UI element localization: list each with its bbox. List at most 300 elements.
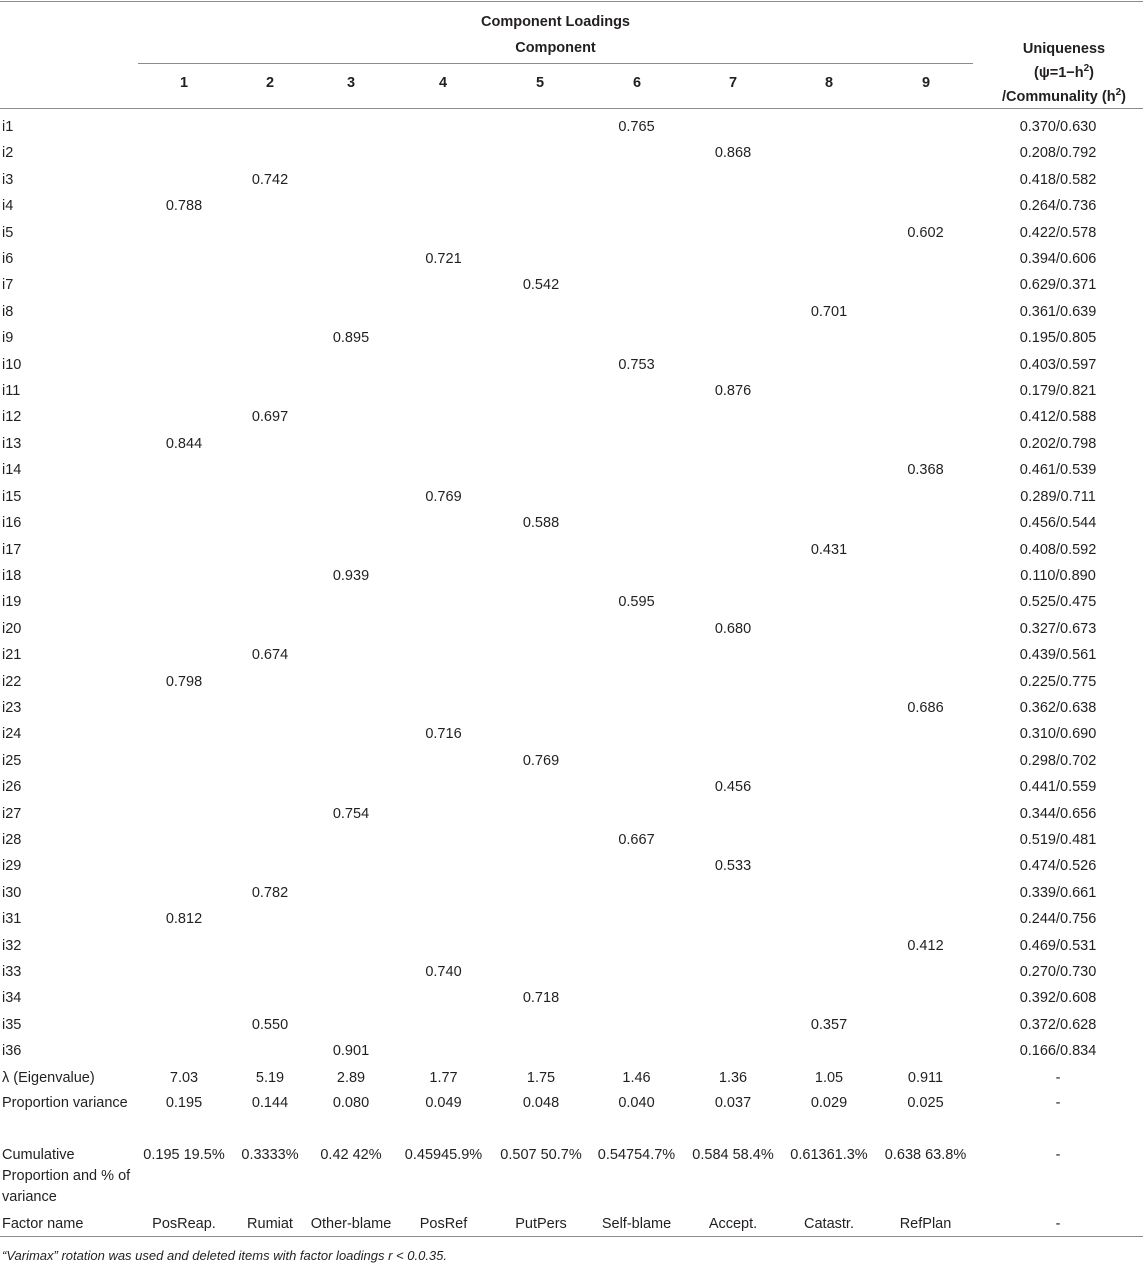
item-label: i9 <box>2 330 14 347</box>
loading-cell <box>138 721 230 747</box>
summary-cell: Catastr. <box>804 1216 854 1233</box>
loading-cell <box>780 404 878 430</box>
uniqueness-cell: 0.474/0.526 <box>1019 858 1097 875</box>
table-row <box>0 537 1143 563</box>
loading-cell <box>495 167 587 193</box>
loading-cell <box>138 933 230 959</box>
loading-cell <box>495 933 587 959</box>
item-label: i26 <box>2 779 22 796</box>
loading-cell <box>686 537 780 563</box>
loading-cell <box>138 695 230 721</box>
loading-cell <box>587 1012 686 1038</box>
loading-cell <box>878 404 973 430</box>
loading-cell <box>686 404 780 430</box>
loading-cell <box>392 695 495 721</box>
loading-cell <box>780 563 878 589</box>
loading-cell <box>878 140 973 166</box>
loading-cell <box>138 537 230 563</box>
loading-cell <box>495 220 587 246</box>
loading-cell <box>138 272 230 298</box>
loading-cell <box>780 695 878 721</box>
loading-cell: 0.753 <box>618 356 655 373</box>
item-label: i12 <box>2 409 22 426</box>
item-label: i2 <box>2 145 14 162</box>
summary-cell: PosRef <box>419 1216 468 1233</box>
item-label: i30 <box>2 884 22 901</box>
loading-cell <box>780 378 878 404</box>
loading-cell <box>138 510 230 536</box>
loading-cell <box>310 404 392 430</box>
loading-cell <box>138 325 230 351</box>
loading-cell <box>310 484 392 510</box>
table-row <box>0 933 1143 959</box>
table-row <box>0 959 1143 985</box>
table-row <box>0 616 1143 642</box>
uniqueness-cell: 0.208/0.792 <box>1019 145 1097 162</box>
loading-cell <box>392 642 495 668</box>
loading-cell: 0.754 <box>332 805 370 822</box>
table-row <box>0 378 1143 404</box>
item-label: i23 <box>2 699 22 716</box>
loading-cell <box>310 669 392 695</box>
summary-cell: 0.037 <box>714 1095 752 1112</box>
loading-cell <box>310 246 392 272</box>
loading-cell: 0.718 <box>522 990 560 1007</box>
component-subtitle: Component <box>515 40 596 56</box>
loading-cell <box>230 827 310 853</box>
loading-cell <box>230 140 310 166</box>
loading-cell <box>878 880 973 906</box>
loading-cell <box>310 457 392 483</box>
loading-cell <box>686 167 780 193</box>
summary-uniqueness-cell: - <box>1055 1095 1061 1112</box>
uniqueness-cell: 0.344/0.656 <box>1019 805 1097 822</box>
loading-cell <box>780 669 878 695</box>
uniqueness-cell: 0.270/0.730 <box>1019 964 1097 980</box>
loading-cell: 0.680 <box>714 620 752 637</box>
summary-uniqueness-cell: - <box>1055 1216 1061 1233</box>
loading-cell <box>587 853 686 879</box>
summary-cell: Self-blame <box>601 1216 672 1233</box>
loading-cell: 0.456 <box>714 779 752 796</box>
loading-cell <box>392 352 495 378</box>
loading-cell <box>230 484 310 510</box>
loading-cell <box>587 537 686 563</box>
loading-cell <box>310 220 392 246</box>
loading-cell <box>495 589 587 615</box>
loading-cell <box>686 906 780 932</box>
uniqueness-cell: 0.327/0.673 <box>1019 620 1097 637</box>
uniqueness-cell: 0.418/0.582 <box>1019 171 1097 188</box>
loading-cell <box>138 616 230 642</box>
uniqueness-cell: 0.519/0.481 <box>1019 831 1097 848</box>
loading-cell <box>780 589 878 615</box>
loading-cell <box>310 906 392 932</box>
loading-cell: 0.674 <box>251 647 289 664</box>
summary-cell: 0.048 <box>522 1095 560 1112</box>
loading-cell <box>878 827 973 853</box>
loading-cell <box>878 299 973 325</box>
loading-cell <box>310 193 392 219</box>
loading-cell <box>780 985 878 1011</box>
loading-cell <box>878 114 973 140</box>
loading-cell <box>686 669 780 695</box>
loading-cell <box>495 378 587 404</box>
loading-cell <box>780 114 878 140</box>
loading-cell <box>780 272 878 298</box>
loading-cell <box>310 880 392 906</box>
loading-cell <box>780 457 878 483</box>
summary-cell: 0.080 <box>332 1095 370 1112</box>
loading-cell <box>686 748 780 774</box>
loading-cell <box>686 246 780 272</box>
summary-row <box>0 1211 1143 1237</box>
loading-cell <box>780 484 878 510</box>
table-row <box>0 774 1143 800</box>
loading-cell <box>392 1012 495 1038</box>
loading-cell <box>587 378 686 404</box>
summary-cell: 0.195 <box>165 1095 203 1112</box>
loading-cell <box>780 431 878 457</box>
loading-cell: 0.701 <box>810 303 848 320</box>
item-label: i11 <box>2 383 21 400</box>
loading-cell <box>587 669 686 695</box>
loading-cell <box>138 880 230 906</box>
table-row <box>0 880 1143 906</box>
loading-cell: 0.588 <box>522 515 560 532</box>
loading-cell <box>138 1012 230 1038</box>
summary-cell: 1.05 <box>814 1069 844 1086</box>
item-label: i21 <box>2 647 22 664</box>
loading-cell <box>878 431 973 457</box>
loading-cell <box>392 114 495 140</box>
loading-cell <box>686 220 780 246</box>
loading-cell <box>310 352 392 378</box>
loading-cell <box>230 563 310 589</box>
loading-cell <box>392 748 495 774</box>
table-row <box>0 220 1143 246</box>
loading-cell: 0.716 <box>425 726 462 743</box>
loading-cell <box>392 801 495 827</box>
summary-label: Factor name <box>2 1216 84 1233</box>
loading-cell <box>392 193 495 219</box>
summary-uniqueness-cell: - <box>1055 1147 1061 1164</box>
column-header-5: 5 <box>535 75 545 91</box>
loading-cell <box>780 748 878 774</box>
column-header-2: 2 <box>265 75 275 91</box>
uniqueness-cell: 0.244/0.756 <box>1019 911 1097 928</box>
loading-cell <box>230 114 310 140</box>
uniqueness-header <box>985 40 1143 107</box>
item-label: i25 <box>2 752 22 769</box>
summary-cell: 1.36 <box>718 1069 748 1086</box>
loading-cell <box>686 325 780 351</box>
table-row <box>0 272 1143 298</box>
loading-cell <box>310 827 392 853</box>
summary-cell: 0.507 50.7% <box>500 1147 582 1164</box>
loading-cell <box>230 695 310 721</box>
loading-cell <box>310 1012 392 1038</box>
loading-cell <box>230 193 310 219</box>
loading-cell: 0.765 <box>618 119 655 135</box>
loading-cell: 0.550 <box>251 1016 289 1033</box>
item-label: i24 <box>2 726 22 743</box>
header-rule <box>0 108 1143 109</box>
uniqueness-cell: 0.469/0.531 <box>1019 937 1097 954</box>
loading-cell <box>587 906 686 932</box>
loading-cell <box>310 853 392 879</box>
loading-cell <box>878 906 973 932</box>
uniqueness-line1: Uniqueness <box>1022 41 1106 57</box>
summary-cell: 1.77 <box>429 1069 458 1086</box>
loading-cell <box>587 272 686 298</box>
loading-cell <box>392 563 495 589</box>
loading-cell <box>230 1038 310 1064</box>
item-label: i14 <box>2 462 22 479</box>
loading-cell <box>310 616 392 642</box>
uniqueness-cell: 0.195/0.805 <box>1019 330 1097 347</box>
uniqueness-cell: 0.525/0.475 <box>1019 594 1097 611</box>
loading-cell <box>780 167 878 193</box>
loading-cell <box>138 853 230 879</box>
table-top-rule <box>0 1 1143 2</box>
table-row <box>0 985 1143 1011</box>
loading-cell <box>230 801 310 827</box>
uniqueness-cell: 0.422/0.578 <box>1019 224 1097 241</box>
loading-cell <box>138 299 230 325</box>
summary-cell: Other-blame <box>310 1216 392 1233</box>
uniqueness-cell: 0.403/0.597 <box>1019 356 1097 373</box>
table-row <box>0 325 1143 351</box>
loading-cell <box>138 959 230 985</box>
loading-cell <box>587 193 686 219</box>
loading-cell <box>780 801 878 827</box>
loading-cell <box>878 272 973 298</box>
loading-cell: 0.542 <box>522 277 560 294</box>
loading-cell <box>686 880 780 906</box>
loading-cell <box>495 457 587 483</box>
loading-cell <box>780 246 878 272</box>
loading-cell <box>392 299 495 325</box>
table-row <box>0 484 1143 510</box>
table-row <box>0 589 1143 615</box>
loading-cell <box>138 1038 230 1064</box>
summary-cell: 2.89 <box>336 1069 366 1086</box>
item-label: i29 <box>2 858 22 875</box>
summary-cell: 0.144 <box>251 1095 289 1112</box>
table-title: Component Loadings <box>480 14 630 30</box>
loading-cell <box>230 906 310 932</box>
summary-label: λ (Eigenvalue) <box>2 1069 95 1086</box>
loading-cell <box>392 1038 495 1064</box>
loading-cell <box>310 748 392 774</box>
loading-cell <box>780 774 878 800</box>
loading-cell: 0.876 <box>714 383 752 400</box>
summary-cell: 0.45945.9% <box>404 1147 483 1164</box>
loading-cell <box>686 431 780 457</box>
loading-cell <box>392 880 495 906</box>
summary-cell: 0.584 58.4% <box>692 1147 774 1164</box>
uniqueness-cell: 0.339/0.661 <box>1019 884 1097 901</box>
loading-cell <box>310 933 392 959</box>
loading-cell <box>587 748 686 774</box>
loading-cell <box>392 167 495 193</box>
loading-cell <box>138 352 230 378</box>
loading-cell <box>138 642 230 668</box>
loading-cell <box>780 642 878 668</box>
loading-cell: 0.895 <box>332 330 370 347</box>
loading-cell: 0.667 <box>618 831 655 848</box>
loading-cell <box>495 1038 587 1064</box>
loading-cell: 0.412 <box>907 937 944 954</box>
loading-cell <box>392 220 495 246</box>
loading-cell <box>780 906 878 932</box>
loading-cell <box>138 748 230 774</box>
item-label: i31 <box>2 911 22 928</box>
loading-cell <box>392 378 495 404</box>
loading-cell <box>587 985 686 1011</box>
loading-cell <box>310 299 392 325</box>
loading-cell <box>495 669 587 695</box>
loading-cell <box>686 484 780 510</box>
summary-cell: RefPlan <box>899 1216 952 1233</box>
loading-cell <box>392 510 495 536</box>
loading-cell <box>230 669 310 695</box>
loading-cell <box>878 774 973 800</box>
loading-cell <box>587 140 686 166</box>
loading-cell <box>878 642 973 668</box>
loading-cell <box>310 431 392 457</box>
table-row <box>0 906 1143 932</box>
loading-cell <box>138 484 230 510</box>
loading-cell <box>587 167 686 193</box>
loading-cell <box>495 193 587 219</box>
uniqueness-cell: 0.166/0.834 <box>1019 1043 1097 1060</box>
loading-cell <box>587 510 686 536</box>
summary-cell: 0.049 <box>425 1095 462 1112</box>
loading-cell <box>686 1038 780 1064</box>
loading-cell <box>495 404 587 430</box>
loading-cell <box>310 272 392 298</box>
loading-cell: 0.868 <box>714 145 752 162</box>
loading-cell: 0.782 <box>251 884 289 901</box>
loading-cell <box>780 827 878 853</box>
loading-cell: 0.939 <box>332 567 370 584</box>
table-row <box>0 193 1143 219</box>
item-label: i17 <box>2 541 22 558</box>
loading-cell <box>230 220 310 246</box>
uniqueness-cell: 0.370/0.630 <box>1019 119 1097 135</box>
loading-cell <box>587 484 686 510</box>
loading-cell <box>587 1038 686 1064</box>
loading-cell <box>780 510 878 536</box>
loading-cell <box>780 325 878 351</box>
item-label: i22 <box>2 673 22 690</box>
loading-cell <box>587 457 686 483</box>
loading-cell <box>780 193 878 219</box>
loading-cell <box>138 167 230 193</box>
loading-cell <box>495 959 587 985</box>
loading-cell <box>230 378 310 404</box>
loading-cell <box>878 537 973 563</box>
loading-cell <box>138 985 230 1011</box>
loading-cell <box>686 933 780 959</box>
loading-cell <box>230 985 310 1011</box>
loading-cell <box>587 695 686 721</box>
table-row <box>0 299 1143 325</box>
loading-cell: 0.788 <box>165 198 203 215</box>
loading-cell <box>780 616 878 642</box>
loading-cell <box>230 272 310 298</box>
item-label: i7 <box>2 277 14 294</box>
loading-cell <box>878 1012 973 1038</box>
loading-cell <box>686 299 780 325</box>
column-header-3: 3 <box>346 75 356 91</box>
table-row <box>0 1038 1143 1064</box>
loading-cell <box>587 801 686 827</box>
loading-cell <box>878 853 973 879</box>
uniqueness-cell: 0.202/0.798 <box>1019 435 1097 452</box>
loading-cell <box>686 457 780 483</box>
loading-cell <box>686 272 780 298</box>
column-header-6: 6 <box>632 75 642 91</box>
table-row <box>0 114 1143 140</box>
loading-cell <box>138 246 230 272</box>
loading-cell <box>392 669 495 695</box>
loading-cell: 0.595 <box>618 594 655 611</box>
table-footnote: “Varimax” rotation was used and deleted items with factor loadings r < 0.0.35. <box>2 1248 447 1263</box>
loading-cell: 0.686 <box>907 699 944 716</box>
summary-cell: 0.040 <box>618 1095 655 1112</box>
summary-cell: 0.61361.3% <box>790 1147 868 1164</box>
loadings-table <box>0 114 1143 1237</box>
item-label: i35 <box>2 1016 22 1033</box>
loading-cell <box>392 985 495 1011</box>
loading-cell <box>230 510 310 536</box>
uniqueness-cell: 0.289/0.711 <box>1020 488 1096 505</box>
loading-cell <box>878 352 973 378</box>
loading-cell <box>495 563 587 589</box>
loading-cell <box>230 537 310 563</box>
loading-cell <box>686 827 780 853</box>
item-label: i16 <box>2 515 22 532</box>
uniqueness-cell: 0.362/0.638 <box>1019 699 1097 716</box>
loading-cell <box>878 325 973 351</box>
loading-cell <box>392 616 495 642</box>
loading-cell <box>878 721 973 747</box>
table-row <box>0 642 1143 668</box>
uniqueness-cell: 0.441/0.559 <box>1019 779 1097 796</box>
table-row <box>0 669 1143 695</box>
loading-cell <box>310 695 392 721</box>
loading-cell <box>230 431 310 457</box>
loading-cell <box>392 906 495 932</box>
loading-cell <box>230 616 310 642</box>
loading-cell <box>587 299 686 325</box>
loading-cell <box>686 193 780 219</box>
loading-cell <box>495 431 587 457</box>
loading-cell <box>878 510 973 536</box>
loading-cell <box>138 801 230 827</box>
table-bottom-rule <box>0 1236 1143 1237</box>
loading-cell <box>878 669 973 695</box>
loading-cell <box>310 642 392 668</box>
summary-row <box>0 1065 1143 1091</box>
summary-cell: 0.3333% <box>241 1147 299 1164</box>
summary-cell: 0.638 63.8% <box>884 1147 967 1164</box>
loading-cell <box>310 378 392 404</box>
loading-cell <box>587 933 686 959</box>
